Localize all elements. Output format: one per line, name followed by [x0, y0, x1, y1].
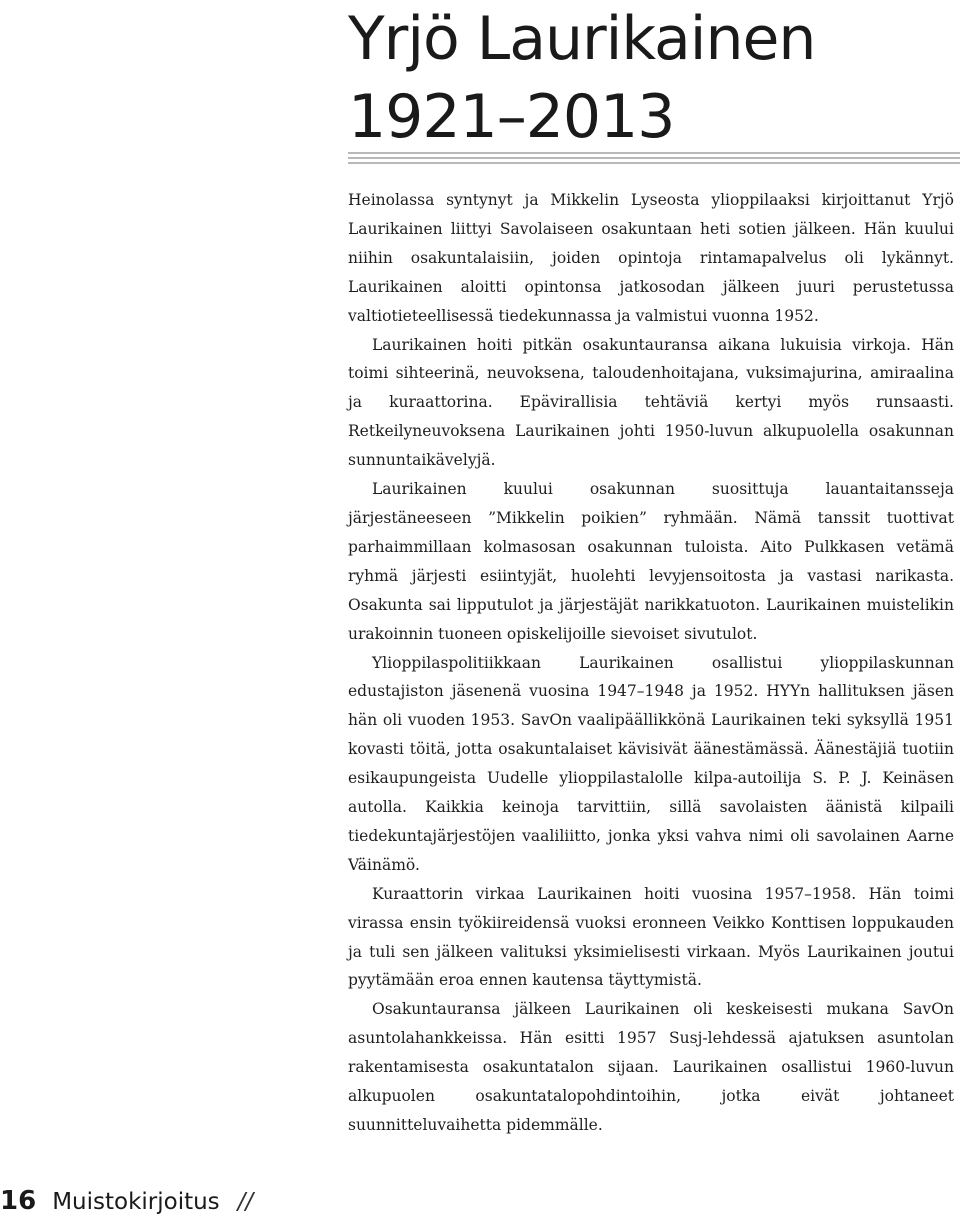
article-body — [348, 186, 954, 1140]
title-years: 1921–2013 — [348, 82, 675, 152]
section-name: Muistokirjoitus — [52, 1189, 220, 1215]
paragraph-6: Osakuntauransa jälkeen Laurikainen oli keskeisesti mukana SavOn asuntolahankkeissa. Hän esitti 1957 Susj-lehdessä ajatuksen asuntolan rakentamisesta osakuntatalon sijaan. Laurikainen osallistui 1960-luvun alkupuolen osakuntatalopohdintoihin, jotka eivät johtaneet suunnitteluvaihetta pidemmälle. — [348, 1000, 954, 1134]
paragraph-4: Ylioppilaspolitiikkaan Laurikainen osallistui ylioppilaskunnan edustajiston jäsenenä vuosina 1947–1948 ja 1952. HYYn hallituksen jäsen hän oli vuoden 1953. SavOn vaalipäällikkönä Laurikainen teki syksyllä 1951 kovasti töitä, jotta osakuntalaiset kävisivät äänestämässä. Äänestäjiä tuotiin esikaupungeista Uudelle ylioppilastalolle kilpa-autoilija S. P. J. Keinäsen autolla. Kaikkia keinoja tarvittiin, sillä savolaisten äänistä kilpaili tiedekuntajärjestöjen vaaliliitto, jonka yksi vahva nimi oli savolainen Aarne Väinämö. — [348, 653, 954, 874]
paragraph-1: Heinolassa syntynyt ja Mikkelin Lyseosta ylioppilaaksi kirjoittanut Yrjö Laurikainen liittyi Savolaiseen osakuntaan heti sotien jälkeen. Hän kuului niihin osakuntalaisiin, joiden opintoja rintamapalvelus oli lykännyt. Laurikainen aloitti opintonsa jatkosodan jälkeen juuri perustetussa valtiotieteellisessä tiedekunnassa ja valmistui vuonna 1952. — [348, 191, 954, 325]
divider-line — [348, 152, 960, 154]
title-name: Yrjö Laurikainen — [348, 4, 816, 74]
divider-line — [348, 157, 960, 159]
paragraph-2: Laurikainen hoiti pitkän osakuntauransa aikana lukuisia virkoja. Hän toimi sihteerinä, neuvoksena, taloudenhoitajana, vuksimajurina, amiraalina ja kuraattorina. Epävirallisia tehtäviä kertyi myös runsaasti. Retkeilyneuvoksena Laurikainen johti 1950-luvun alkupuolella osakunnan sunnuntaikävelyjä. — [348, 335, 954, 470]
title-divider — [348, 152, 960, 167]
paragraph-3: Laurikainen kuului osakunnan suosittuja lauantaitansseja järjestäneeseen ”Mikkelin poikien” ryhmään. Nämä tanssit tuottivat parhaimmillaan kolmasosan osakunnan tuloista. Aito Pulkkasen vetämä ryhmä järjesti esiintyjät, huolehti levyjensoitosta ja vastasi narikasta. Osakunta sai lipputulot ja järjestäjät narikkatuoton. Laurikainen muistelikin urakoinnin tuoneen opiskelijoille sievoiset sivutulot. — [348, 480, 954, 643]
page-number: 16 — [0, 1186, 37, 1216]
page-footer — [0, 1186, 253, 1220]
section-marker: // — [237, 1189, 254, 1215]
page-title — [348, 0, 948, 156]
divider-line — [348, 162, 960, 164]
paragraph-5: Kuraattorin virkaa Laurikainen hoiti vuosina 1957–1958. Hän toimi virassa ensin työkiireidensä vuoksi eronneen Veikko Konttisen loppukauden ja tuli sen jälkeen valituksi yksimielisesti virkaan. Myös Laurikainen joutui pyytämään eroa ennen kautensa täyttymistä. — [348, 884, 954, 990]
